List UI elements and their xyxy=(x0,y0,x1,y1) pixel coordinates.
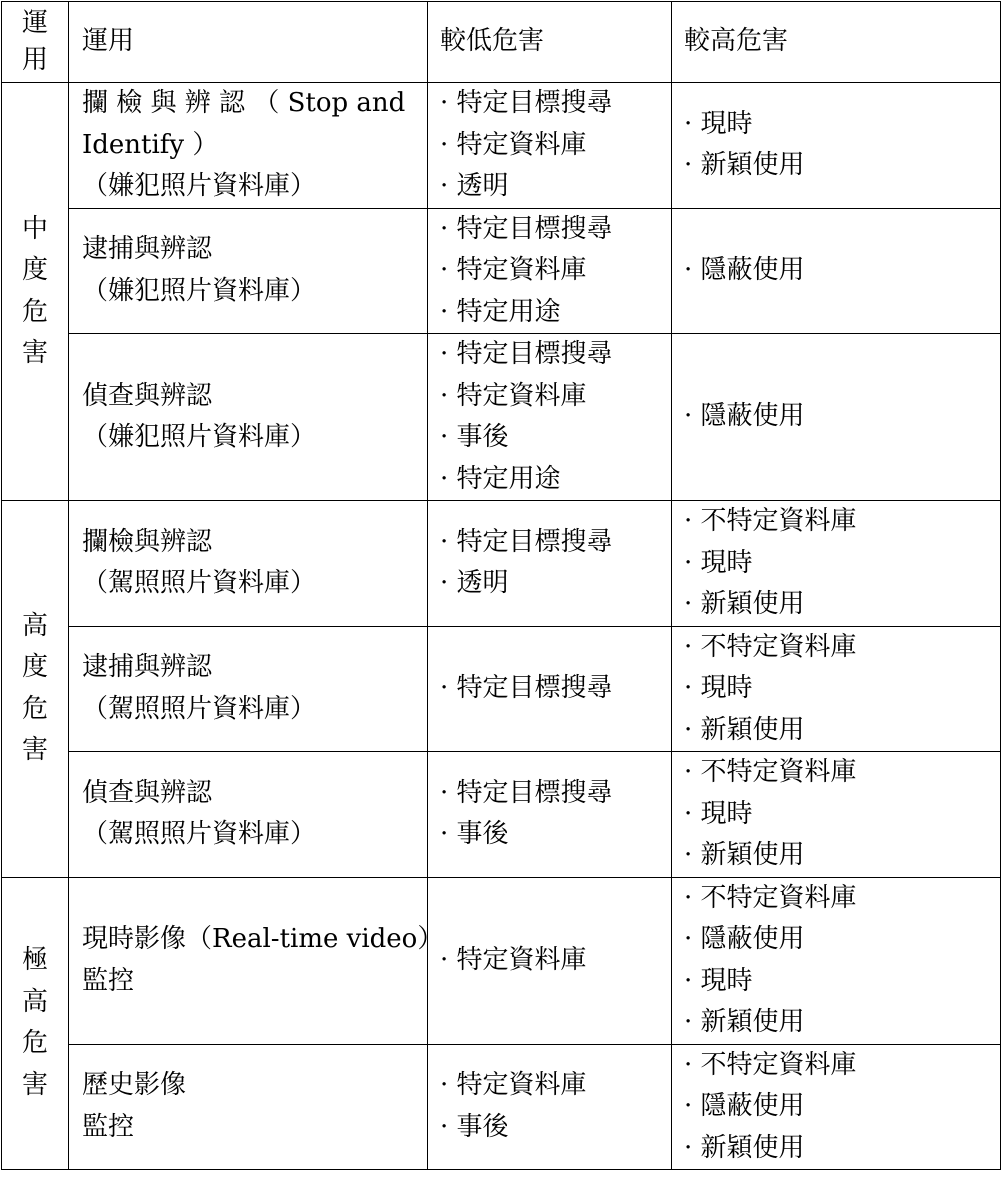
use-cell xyxy=(69,1044,428,1170)
use-line: （駕照照片資料庫） xyxy=(82,693,317,724)
lower-risk-item xyxy=(440,668,671,710)
lower-risk-item xyxy=(440,1107,671,1149)
lower-risk-item xyxy=(440,83,671,125)
use-line: 監控 xyxy=(82,1111,135,1142)
risk-table xyxy=(1,1,1001,1170)
bullet-icon: · xyxy=(440,1070,457,1101)
higher-risk-text: 隱蔽使用 xyxy=(700,1091,805,1121)
bullet-icon: · xyxy=(684,798,701,829)
lower-risk-text: 事後 xyxy=(456,1111,509,1142)
lower-risk-cell xyxy=(428,626,672,752)
use-line: （駕照照片資料庫） xyxy=(82,568,317,599)
use-line: 現時影像（Real-time video） xyxy=(82,924,444,954)
use-line: 逮捕與辨認 xyxy=(82,234,213,265)
higher-risk-item xyxy=(684,1128,1000,1170)
header-level-cell xyxy=(2,2,69,83)
higher-risk-cell xyxy=(672,208,1001,334)
lower-risk-item xyxy=(440,940,671,982)
bullet-icon: · xyxy=(440,296,457,327)
use-line: 攔檢與辨認 xyxy=(82,526,213,557)
use-cell xyxy=(69,752,428,878)
lower-risk-text: 特定資料庫 xyxy=(456,255,587,285)
lower-risk-item xyxy=(440,292,671,334)
higher-risk-item xyxy=(684,794,1000,836)
table-row xyxy=(2,626,1001,752)
higher-risk-item xyxy=(684,501,1000,543)
header-lower-risk-cell: 較低危害 xyxy=(428,2,672,83)
risk-level-char: 度 xyxy=(21,652,48,683)
lower-risk-item xyxy=(440,459,671,501)
bullet-icon: · xyxy=(440,380,457,411)
higher-risk-text: 新穎使用 xyxy=(700,840,805,870)
bullet-icon: · xyxy=(684,840,701,870)
lower-risk-text: 特定資料庫 xyxy=(456,944,587,975)
higher-risk-item xyxy=(684,627,1000,669)
bullet-icon: · xyxy=(440,129,457,160)
higher-risk-item xyxy=(684,961,1000,1003)
use-line: 歷史影像 xyxy=(82,1070,187,1101)
lower-risk-item xyxy=(440,522,671,564)
risk-level-char: 害 xyxy=(21,735,48,766)
use-line: 逮捕與辨認 xyxy=(82,652,213,683)
higher-risk-text: 新穎使用 xyxy=(700,150,805,181)
lower-risk-text: 特定用途 xyxy=(456,296,561,327)
use-cell xyxy=(69,626,428,752)
higher-risk-item xyxy=(684,396,1000,438)
lower-risk-text: 特定資料庫 xyxy=(456,380,587,411)
table-row xyxy=(2,1044,1001,1170)
header-level-char: 運 xyxy=(21,8,48,38)
use-line: 監控 xyxy=(82,965,135,996)
higher-risk-cell xyxy=(672,83,1001,209)
higher-risk-cell xyxy=(672,752,1001,878)
bullet-icon: · xyxy=(440,171,457,201)
lower-risk-text: 特定目標搜尋 xyxy=(456,339,613,369)
bullet-icon: · xyxy=(684,757,701,787)
lower-risk-item xyxy=(440,1065,671,1107)
higher-risk-item xyxy=(684,1086,1000,1128)
bullet-icon: · xyxy=(684,924,701,954)
lower-risk-cell xyxy=(428,877,672,1044)
lower-risk-text: 透明 xyxy=(456,568,509,599)
header-use-cell: 運用 xyxy=(69,2,428,83)
use-line: 偵查與辨認 xyxy=(82,777,213,808)
risk-level-char: 害 xyxy=(21,338,48,368)
bullet-icon: · xyxy=(684,714,701,745)
higher-risk-item xyxy=(684,1045,1000,1087)
higher-risk-text: 新穎使用 xyxy=(700,589,805,619)
lower-risk-item xyxy=(440,125,671,167)
lower-risk-cell xyxy=(428,752,672,878)
lower-risk-item xyxy=(440,417,671,459)
higher-risk-cell xyxy=(672,626,1001,752)
risk-level-char: 害 xyxy=(21,1069,48,1100)
lower-risk-text: 特定資料庫 xyxy=(456,129,587,160)
lower-risk-cell xyxy=(428,334,672,501)
higher-risk-item xyxy=(684,878,1000,920)
higher-risk-item xyxy=(684,919,1000,961)
lower-risk-text: 透明 xyxy=(456,171,509,201)
table-row xyxy=(2,877,1001,1044)
risk-level-char: 危 xyxy=(21,296,48,327)
use-line: （嫌犯照片資料庫） xyxy=(82,422,317,452)
lower-risk-text: 特定用途 xyxy=(456,463,561,494)
higher-risk-item xyxy=(684,543,1000,585)
use-cell xyxy=(69,83,428,209)
bullet-icon: · xyxy=(684,1132,701,1163)
bullet-icon: · xyxy=(684,506,701,536)
header-higher-risk-cell: 較高危害 xyxy=(672,2,1001,83)
lower-risk-cell xyxy=(428,208,672,334)
use-line: 攔 檢 與 辨 認 （ Stop and xyxy=(82,88,406,118)
bullet-icon: · xyxy=(440,526,457,557)
bullet-icon: · xyxy=(684,1007,701,1037)
use-cell xyxy=(69,208,428,334)
higher-risk-text: 新穎使用 xyxy=(700,714,805,745)
higher-risk-cell xyxy=(672,1044,1001,1170)
bullet-icon: · xyxy=(440,819,457,850)
bullet-icon: · xyxy=(440,255,457,285)
bullet-icon: · xyxy=(684,631,701,662)
use-line: （嫌犯照片資料庫） xyxy=(82,275,317,306)
use-cell xyxy=(69,501,428,627)
higher-risk-text: 新穎使用 xyxy=(700,1132,805,1163)
lower-risk-item xyxy=(440,334,671,376)
higher-risk-text: 現時 xyxy=(700,547,753,578)
lower-risk-text: 特定目標搜尋 xyxy=(456,673,613,703)
table-row xyxy=(2,752,1001,878)
risk-level-char: 度 xyxy=(21,255,48,285)
bullet-icon: · xyxy=(440,777,457,808)
use-line: 偵查與辨認 xyxy=(82,380,213,411)
higher-risk-text: 不特定資料庫 xyxy=(700,1049,857,1080)
lower-risk-cell xyxy=(428,83,672,209)
higher-risk-text: 隱蔽使用 xyxy=(700,924,805,954)
risk-level-cell xyxy=(2,501,69,878)
use-line: （駕照照片資料庫） xyxy=(82,819,317,850)
higher-risk-text: 不特定資料庫 xyxy=(700,757,857,787)
higher-risk-item xyxy=(684,584,1000,626)
bullet-icon: · xyxy=(440,944,457,975)
lower-risk-text: 特定目標搜尋 xyxy=(456,526,613,557)
bullet-icon: · xyxy=(440,339,457,369)
table-row xyxy=(2,208,1001,334)
risk-level-char: 危 xyxy=(21,693,48,724)
higher-risk-text: 現時 xyxy=(700,108,753,139)
risk-level-char: 極 xyxy=(21,945,48,976)
bullet-icon: · xyxy=(440,568,457,599)
higher-risk-text: 現時 xyxy=(700,965,753,996)
risk-level-char: 高 xyxy=(21,986,48,1017)
higher-risk-item xyxy=(684,668,1000,710)
bullet-icon: · xyxy=(440,1111,457,1142)
bullet-icon: · xyxy=(684,589,701,619)
higher-risk-item xyxy=(684,835,1000,877)
higher-risk-cell xyxy=(672,877,1001,1044)
bullet-icon: · xyxy=(684,1049,701,1080)
higher-risk-text: 新穎使用 xyxy=(700,1007,805,1037)
higher-risk-text: 隱蔽使用 xyxy=(700,255,805,285)
lower-risk-cell xyxy=(428,501,672,627)
header-level-char: 用 xyxy=(21,45,48,75)
bullet-icon: · xyxy=(684,547,701,578)
bullet-icon: · xyxy=(684,965,701,996)
bullet-icon: · xyxy=(684,255,701,285)
header-row xyxy=(2,2,1001,83)
bullet-icon: · xyxy=(684,882,701,913)
higher-risk-cell xyxy=(672,501,1001,627)
bullet-icon: · xyxy=(440,422,457,452)
higher-risk-item xyxy=(684,710,1000,752)
lower-risk-text: 特定資料庫 xyxy=(456,1070,587,1101)
risk-level-cell xyxy=(2,83,69,501)
table-row xyxy=(2,83,1001,209)
risk-level-char: 危 xyxy=(21,1028,48,1059)
lower-risk-item xyxy=(440,166,671,208)
use-line: （嫌犯照片資料庫） xyxy=(82,171,317,201)
lower-risk-item xyxy=(440,773,671,815)
risk-level-char: 高 xyxy=(21,610,48,641)
risk-level-char: 中 xyxy=(21,213,48,244)
lower-risk-text: 特定目標搜尋 xyxy=(456,213,613,244)
higher-risk-item xyxy=(684,1002,1000,1044)
lower-risk-text: 事後 xyxy=(456,819,509,850)
bullet-icon: · xyxy=(440,88,457,118)
use-cell xyxy=(69,877,444,1044)
higher-risk-text: 現時 xyxy=(700,798,753,829)
bullet-icon: · xyxy=(440,463,457,494)
higher-risk-item xyxy=(684,104,1000,146)
lower-risk-text: 特定目標搜尋 xyxy=(456,88,613,118)
bullet-icon: · xyxy=(440,213,457,244)
bullet-icon: · xyxy=(684,401,701,432)
bullet-icon: · xyxy=(684,150,701,181)
lower-risk-item xyxy=(440,209,671,251)
higher-risk-item xyxy=(684,250,1000,292)
higher-risk-item xyxy=(684,145,1000,187)
higher-risk-item xyxy=(684,752,1000,794)
higher-risk-text: 隱蔽使用 xyxy=(700,401,805,432)
use-line: Identify ） xyxy=(82,129,219,160)
table-body xyxy=(2,83,1001,1170)
lower-risk-item xyxy=(440,376,671,418)
lower-risk-item xyxy=(440,814,671,856)
higher-risk-text: 不特定資料庫 xyxy=(700,506,857,536)
use-cell xyxy=(69,334,428,501)
table-row xyxy=(2,334,1001,501)
higher-risk-text: 不特定資料庫 xyxy=(700,882,857,913)
bullet-icon: · xyxy=(440,673,457,703)
lower-risk-text: 特定目標搜尋 xyxy=(456,777,613,808)
bullet-icon: · xyxy=(684,108,701,139)
lower-risk-item xyxy=(440,250,671,292)
table-row xyxy=(2,501,1001,627)
higher-risk-cell xyxy=(672,334,1001,501)
lower-risk-text: 事後 xyxy=(456,422,509,452)
bullet-icon: · xyxy=(684,673,701,703)
higher-risk-text: 現時 xyxy=(700,673,753,703)
bullet-icon: · xyxy=(684,1091,701,1121)
lower-risk-item xyxy=(440,563,671,605)
lower-risk-cell xyxy=(428,1044,672,1170)
higher-risk-text: 不特定資料庫 xyxy=(700,631,857,662)
risk-level-cell xyxy=(2,877,69,1170)
